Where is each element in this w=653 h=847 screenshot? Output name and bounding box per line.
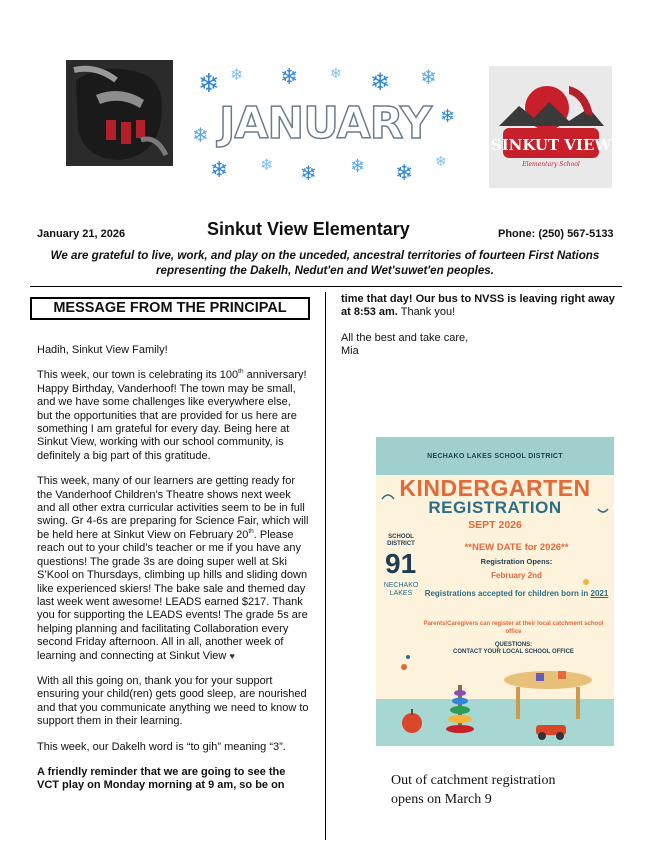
logo-text: SINKUT VIEW: [490, 136, 612, 154]
principal-message-right-column: [341, 293, 621, 371]
svg-text:❄: ❄: [370, 68, 391, 96]
poster-sd-region: NECHAKO LAKES: [383, 582, 419, 597]
poster-registration-opens-label: Registration Opens:: [480, 557, 553, 566]
land-acknowledgement: [40, 248, 610, 278]
svg-text:❄: ❄: [420, 65, 437, 89]
column-divider: [325, 292, 326, 840]
poster-title-kindergarten: KINDERGARTEN: [399, 475, 591, 501]
greeting: Hadih, Sinkut View Family!: [37, 344, 168, 356]
poster-sd-label: SCHOOL DISTRICT: [387, 534, 415, 547]
poster-district-name: NECHAKO LAKES SCHOOL DISTRICT: [427, 453, 563, 460]
caption-line-1: Out of catchment registration: [391, 773, 556, 788]
svg-text:❄: ❄: [198, 69, 220, 99]
poster-sd-number: 91: [385, 548, 417, 579]
svg-text:❄: ❄: [230, 65, 244, 84]
poster-catchment-note: Parents/Caregivers can register at their local catchment school office: [423, 621, 604, 635]
paragraph-vct-reminder: A friendly reminder that we are going to see the VCT play on Monday morning at 9 am, so be on: [37, 765, 286, 792]
poster-title-registration: REGISTRATION: [428, 498, 562, 517]
snowflake-banner-graphic: [190, 62, 460, 184]
svg-text:❄: ❄: [330, 66, 342, 82]
heart-icon: ♥: [229, 650, 235, 661]
poster-accepted-birth-year: Registrations accepted for children born in 2021: [424, 589, 609, 598]
svg-text:❄: ❄: [350, 156, 366, 177]
principal-message-heading: MESSAGE FROM THE PRINCIPAL: [30, 297, 310, 320]
poster-new-date: **NEW DATE for 2026**: [464, 542, 569, 553]
january-banner-text: JANUARY: [218, 98, 432, 149]
paragraph-anniversary: This week, our town is celebrating its 100th anniversary! Happy Birthday, Vanderhoof! The town may be small, and we have some challenges like everywhere else, but the opportunities that are provided for us here are something I am grateful for every day. Being here at Sinkut View, working with our school community, is definitely a big part of this gratitude.: [37, 368, 307, 462]
svg-text:❄: ❄: [280, 65, 299, 90]
school-name-title: Sinkut View Elementary: [207, 219, 410, 239]
poster-sept-2026: SEPT 2026: [468, 519, 522, 531]
svg-text:❄: ❄: [210, 158, 229, 183]
school-logo: [489, 66, 612, 188]
caption-line-2: opens on March 9: [391, 792, 492, 807]
signoff: All the best and take care, Mia: [341, 331, 469, 358]
svg-text:❄: ❄: [440, 106, 456, 127]
paragraph-activities: This week, many of our learners are getting ready for the Vanderhoof Children’s Theatre shows next week and all other extra curricular activities seem to be in full swing. Gr 4-6s are preparing for Science Fair, which will be held here at Sinkut View on February 20th. Please reach out to your child’s teacher or me if you have any questions! The grade 3s are doing super well at Ski S’Kool on Thursdays, climbing up hills and sliding down like experienced skiers! The bake sale and themed day last week went awesome! LEADS earned $217. Thank you for supporting the LEADS events! The grade 5s are helping planning and facilitating Collaboration every second Friday afternoon. All in all, another week of learning and connecting at Sinkut View ♥: [37, 475, 309, 662]
paragraph-vct-continued: time that day! Our bus to NVSS is leaving right away at 8:53 am. Thank you!: [341, 293, 615, 319]
poster-registration-opens-date: February 2nd: [491, 571, 542, 580]
paragraph-support: With all this going on, thank you for your support ensuring your child(ren) gets good sleep, are nourished and that you communicate anything we need to know to support them in their learning.: [37, 674, 309, 728]
poster-illustration: [376, 437, 614, 746]
svg-text:❄: ❄: [435, 154, 447, 170]
paragraph-dakelh-word: This week, our Dakelh word is “to gih” meaning “3”.: [37, 740, 286, 753]
school-phone: Phone: (250) 567-5133: [498, 228, 614, 240]
land-ack-line-2: representing the Dakelh, Nedut'en and Wet'suwet'en peoples.: [156, 264, 494, 277]
poster-questions: QUESTIONS: CONTACT YOUR LOCAL SCHOOL OFFICE: [453, 642, 574, 655]
land-ack-line-1: We are grateful to live, work, and play on the unceded, ancestral territories of fourteen First Nations: [50, 249, 600, 262]
svg-text:❄: ❄: [395, 161, 414, 184]
mask-art-image: [66, 60, 173, 166]
school-logo-graphic: [489, 66, 612, 188]
out-of-catchment-caption: [391, 771, 621, 809]
january-banner: [190, 62, 460, 184]
header-divider: [30, 286, 622, 287]
svg-text:❄: ❄: [260, 155, 274, 174]
svg-text:❄: ❄: [192, 123, 209, 147]
mask-art-graphic: [66, 60, 173, 166]
kindergarten-registration-poster: [376, 437, 614, 746]
signature: Mia: [341, 345, 359, 358]
svg-text:❄: ❄: [300, 161, 317, 184]
logo-subtext: Elementary School: [522, 161, 580, 168]
principal-message-left-column: [37, 344, 309, 805]
newsletter-date: January 21, 2026: [37, 228, 126, 240]
